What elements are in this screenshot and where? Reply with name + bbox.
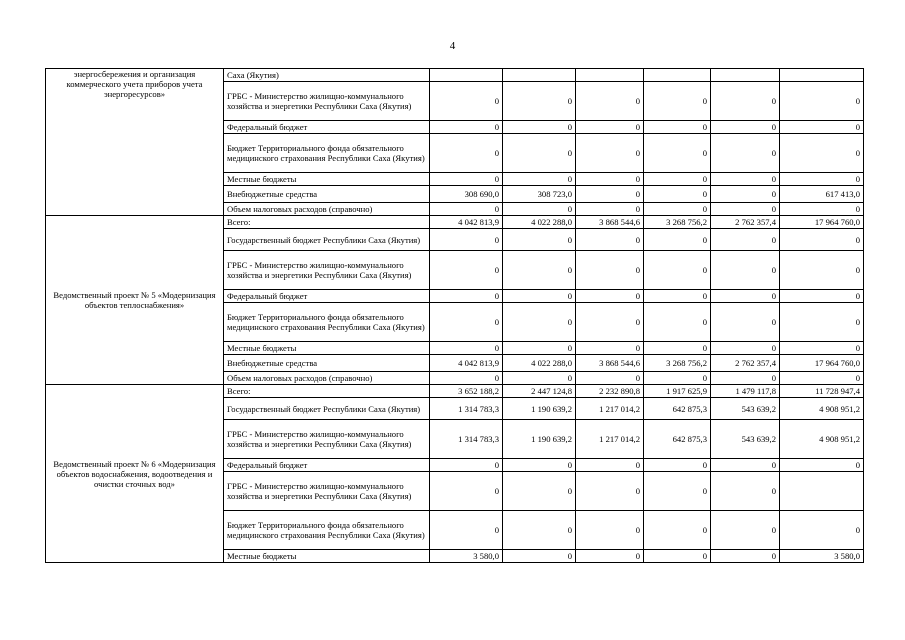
amount-cell: 0 xyxy=(780,511,864,550)
amount-cell: 0 xyxy=(503,173,576,186)
funding-source-cell: Всего: xyxy=(224,385,430,398)
amount-cell: 0 xyxy=(780,229,864,251)
amount-cell: 543 639,2 xyxy=(711,398,780,420)
amount-cell: 0 xyxy=(430,290,503,303)
amount-cell: 0 xyxy=(711,229,780,251)
amount-cell: 0 xyxy=(576,290,644,303)
amount-cell xyxy=(780,69,864,82)
amount-cell: 1 190 639,2 xyxy=(503,420,576,459)
amount-cell: 0 xyxy=(430,203,503,216)
amount-cell: 0 xyxy=(503,511,576,550)
amount-cell: 0 xyxy=(780,134,864,173)
funding-source-cell: ГРБС - Министерство жилищно-коммунального хозяйства и энергетики Республики Саха (Якутия) xyxy=(224,82,430,121)
amount-cell: 0 xyxy=(780,82,864,121)
amount-cell: 1 217 014,2 xyxy=(576,398,644,420)
amount-cell: 0 xyxy=(711,203,780,216)
amount-cell: 0 xyxy=(503,134,576,173)
amount-cell: 642 875,3 xyxy=(644,398,711,420)
funding-source-cell: Бюджет Территориального фонда обязательного медицинского страхования Республики Саха (Якутия) xyxy=(224,134,430,173)
funding-source-cell: Местные бюджеты xyxy=(224,342,430,355)
amount-cell: 0 xyxy=(503,251,576,290)
table-row xyxy=(46,385,864,398)
amount-cell: 0 xyxy=(430,134,503,173)
amount-cell: 1 917 625,9 xyxy=(644,385,711,398)
funding-source-cell: ГРБС - Министерство жилищно-коммунального хозяйства и энергетики Республики Саха (Якутия) xyxy=(224,472,430,511)
funding-source-cell: Внебюджетные средства xyxy=(224,355,430,372)
amount-cell: 0 xyxy=(430,511,503,550)
funding-source-cell: Объем налоговых расходов (справочно) xyxy=(224,372,430,385)
amount-cell: 0 xyxy=(644,459,711,472)
amount-cell: 0 xyxy=(780,342,864,355)
amount-cell: 2 762 357,4 xyxy=(711,355,780,372)
amount-cell: 308 723,0 xyxy=(503,186,576,203)
amount-cell: 0 xyxy=(780,303,864,342)
amount-cell: 0 xyxy=(503,229,576,251)
amount-cell: 0 xyxy=(576,472,644,511)
amount-cell: 0 xyxy=(711,173,780,186)
amount-cell: 0 xyxy=(576,229,644,251)
amount-cell: 1 190 639,2 xyxy=(503,398,576,420)
amount-cell: 0 xyxy=(644,342,711,355)
funding-source-cell: Бюджет Территориального фонда обязательного медицинского страхования Республики Саха (Якутия) xyxy=(224,303,430,342)
amount-cell: 0 xyxy=(503,372,576,385)
amount-cell: 4 022 288,0 xyxy=(503,216,576,229)
funding-source-cell: Федеральный бюджет xyxy=(224,121,430,134)
amount-cell: 0 xyxy=(503,82,576,121)
funding-source-cell: Объем налоговых расходов (справочно) xyxy=(224,203,430,216)
funding-source-cell: Местные бюджеты xyxy=(224,550,430,563)
amount-cell: 0 xyxy=(430,121,503,134)
funding-source-cell: Федеральный бюджет xyxy=(224,459,430,472)
amount-cell: 0 xyxy=(644,472,711,511)
amount-cell: 4 022 288,0 xyxy=(503,355,576,372)
amount-cell: 17 964 760,0 xyxy=(780,216,864,229)
amount-cell: 0 xyxy=(503,303,576,342)
amount-cell xyxy=(711,69,780,82)
amount-cell: 0 xyxy=(430,459,503,472)
amount-cell: 0 xyxy=(780,121,864,134)
amount-cell: 0 xyxy=(711,511,780,550)
amount-cell: 0 xyxy=(711,251,780,290)
funding-source-cell: Саха (Якутия) xyxy=(224,69,430,82)
amount-cell: 1 479 117,8 xyxy=(711,385,780,398)
amount-cell: 2 447 124,8 xyxy=(503,385,576,398)
amount-cell: 0 xyxy=(711,134,780,173)
amount-cell: 0 xyxy=(780,203,864,216)
amount-cell: 0 xyxy=(711,290,780,303)
amount-cell: 0 xyxy=(576,511,644,550)
amount-cell: 0 xyxy=(644,186,711,203)
amount-cell: 2 762 357,4 xyxy=(711,216,780,229)
amount-cell: 0 xyxy=(711,121,780,134)
amount-cell: 642 875,3 xyxy=(644,420,711,459)
amount-cell xyxy=(576,69,644,82)
amount-cell: 0 xyxy=(576,82,644,121)
amount-cell: 308 690,0 xyxy=(430,186,503,203)
amount-cell: 0 xyxy=(711,186,780,203)
project-name-cell: энергосбережения и организация коммерческого учета приборов учета энергоресурсов» xyxy=(46,69,224,216)
funding-source-cell: ГРБС - Министерство жилищно-коммунального хозяйства и энергетики Республики Саха (Якутия) xyxy=(224,420,430,459)
budget-table xyxy=(45,68,864,563)
amount-cell: 4 042 813,9 xyxy=(430,355,503,372)
amount-cell: 1 217 014,2 xyxy=(576,420,644,459)
amount-cell: 0 xyxy=(430,303,503,342)
amount-cell: 0 xyxy=(430,229,503,251)
funding-source-cell: Всего: xyxy=(224,216,430,229)
amount-cell: 0 xyxy=(780,459,864,472)
amount-cell: 0 xyxy=(644,121,711,134)
project-name-cell: Ведомственный проект № 5 «Модернизация объектов теплоснабжения» xyxy=(46,216,224,385)
amount-cell: 0 xyxy=(503,472,576,511)
funding-source-cell: Федеральный бюджет xyxy=(224,290,430,303)
amount-cell xyxy=(644,69,711,82)
project-name-cell: Ведомственный проект № 6 «Модернизация объектов водоснабжения, водоотведения и очистки сточных вод» xyxy=(46,385,224,563)
amount-cell xyxy=(503,69,576,82)
amount-cell: 0 xyxy=(644,134,711,173)
amount-cell: 3 868 544,6 xyxy=(576,216,644,229)
amount-cell: 0 xyxy=(430,372,503,385)
amount-cell: 0 xyxy=(576,303,644,342)
amount-cell: 0 xyxy=(711,472,780,511)
amount-cell: 0 xyxy=(644,303,711,342)
amount-cell: 0 xyxy=(576,550,644,563)
table-row xyxy=(46,69,864,82)
amount-cell: 11 728 947,4 xyxy=(780,385,864,398)
funding-source-cell: Местные бюджеты xyxy=(224,173,430,186)
funding-source-cell: Государственный бюджет Республики Саха (Якутия) xyxy=(224,229,430,251)
amount-cell: 0 xyxy=(711,342,780,355)
amount-cell: 0 xyxy=(780,251,864,290)
amount-cell: 0 xyxy=(430,342,503,355)
amount-cell: 0 xyxy=(711,459,780,472)
amount-cell: 0 xyxy=(576,121,644,134)
amount-cell: 0 xyxy=(503,342,576,355)
amount-cell: 4 908 951,2 xyxy=(780,398,864,420)
funding-source-cell: ГРБС - Министерство жилищно-коммунального хозяйства и энергетики Республики Саха (Якутия) xyxy=(224,251,430,290)
amount-cell: 0 xyxy=(644,511,711,550)
amount-cell: 543 639,2 xyxy=(711,420,780,459)
amount-cell: 0 xyxy=(780,173,864,186)
amount-cell: 0 xyxy=(644,372,711,385)
amount-cell: 0 xyxy=(576,372,644,385)
amount-cell: 4 908 951,2 xyxy=(780,420,864,459)
amount-cell: 0 xyxy=(503,203,576,216)
amount-cell: 0 xyxy=(576,342,644,355)
amount-cell xyxy=(780,472,864,511)
amount-cell: 3 268 756,2 xyxy=(644,355,711,372)
amount-cell: 0 xyxy=(430,82,503,121)
funding-source-cell: Государственный бюджет Республики Саха (Якутия) xyxy=(224,398,430,420)
amount-cell: 3 580,0 xyxy=(430,550,503,563)
amount-cell: 17 964 760,0 xyxy=(780,355,864,372)
amount-cell: 0 xyxy=(576,186,644,203)
table-row xyxy=(46,216,864,229)
amount-cell: 0 xyxy=(576,203,644,216)
amount-cell: 1 314 783,3 xyxy=(430,398,503,420)
amount-cell: 0 xyxy=(576,459,644,472)
amount-cell: 1 314 783,3 xyxy=(430,420,503,459)
amount-cell: 2 232 890,8 xyxy=(576,385,644,398)
amount-cell: 0 xyxy=(644,203,711,216)
funding-source-cell: Бюджет Территориального фонда обязательного медицинского страхования Республики Саха (Якутия) xyxy=(224,511,430,550)
amount-cell: 3 868 544,6 xyxy=(576,355,644,372)
amount-cell: 3 268 756,2 xyxy=(644,216,711,229)
funding-source-cell: Внебюджетные средства xyxy=(224,186,430,203)
amount-cell: 3 652 188,2 xyxy=(430,385,503,398)
amount-cell: 3 580,0 xyxy=(780,550,864,563)
amount-cell: 0 xyxy=(644,550,711,563)
amount-cell: 0 xyxy=(576,134,644,173)
amount-cell: 0 xyxy=(503,290,576,303)
amount-cell xyxy=(430,69,503,82)
amount-cell: 0 xyxy=(503,550,576,563)
amount-cell: 0 xyxy=(780,290,864,303)
amount-cell: 0 xyxy=(644,173,711,186)
amount-cell: 0 xyxy=(430,472,503,511)
page-number: 4 xyxy=(449,40,456,52)
amount-cell: 0 xyxy=(711,303,780,342)
amount-cell: 0 xyxy=(576,173,644,186)
amount-cell: 4 042 813,9 xyxy=(430,216,503,229)
amount-cell: 0 xyxy=(503,121,576,134)
amount-cell: 0 xyxy=(576,251,644,290)
amount-cell: 0 xyxy=(780,372,864,385)
amount-cell: 0 xyxy=(711,372,780,385)
amount-cell: 617 413,0 xyxy=(780,186,864,203)
table-body xyxy=(46,69,864,563)
amount-cell: 0 xyxy=(711,550,780,563)
amount-cell: 0 xyxy=(430,251,503,290)
amount-cell: 0 xyxy=(711,82,780,121)
amount-cell: 0 xyxy=(644,82,711,121)
amount-cell: 0 xyxy=(503,459,576,472)
amount-cell: 0 xyxy=(430,173,503,186)
amount-cell: 0 xyxy=(644,290,711,303)
amount-cell: 0 xyxy=(644,229,711,251)
amount-cell: 0 xyxy=(644,251,711,290)
